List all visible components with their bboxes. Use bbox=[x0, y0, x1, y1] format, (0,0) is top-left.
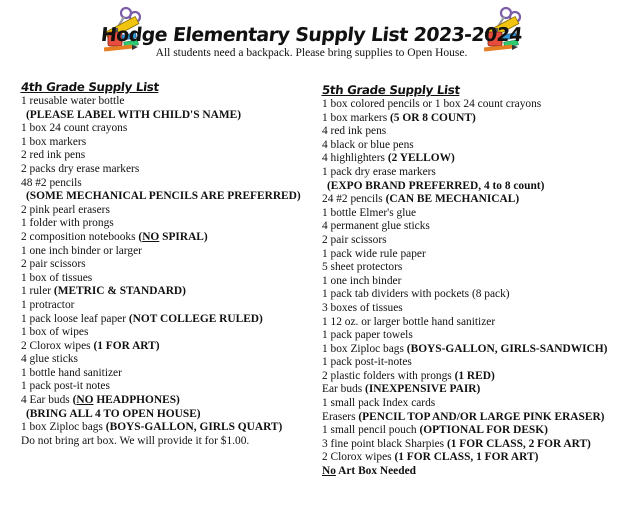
list-item bbox=[322, 207, 622, 221]
item-text: 1 small pencil pouch bbox=[322, 424, 420, 437]
item-text: 1 protractor bbox=[21, 298, 75, 311]
item-text: Do not bring art box. We will provide it for $1.00. bbox=[21, 434, 250, 447]
item-text: Art Box Needed bbox=[335, 465, 416, 478]
list-item bbox=[322, 112, 622, 126]
grade-4-heading: 4th Grade Supply List bbox=[20, 80, 160, 94]
item-text: 2 Clorox wipes bbox=[322, 451, 395, 464]
item-text: (NOT COLLEGE RULED) bbox=[128, 312, 263, 325]
list-item bbox=[322, 248, 622, 262]
item-text: (SOME MECHANICAL PENCILS ARE PREFERRED) bbox=[26, 190, 301, 203]
list-item bbox=[322, 302, 622, 316]
item-text: (INEXPENSIVE PAIR) bbox=[365, 383, 481, 396]
list-item bbox=[322, 465, 622, 479]
item-text: SPIRAL) bbox=[159, 230, 208, 243]
item-text: 2 Clorox wipes bbox=[21, 339, 94, 352]
list-item bbox=[21, 421, 306, 435]
item-text: (PLEASE LABEL WITH CHILD'S NAME) bbox=[26, 108, 241, 121]
item-text: 2 pair scissors bbox=[21, 258, 86, 271]
item-text: (CAN BE MECHANICAL) bbox=[385, 193, 520, 206]
list-item bbox=[322, 424, 622, 438]
list-item bbox=[21, 326, 306, 340]
list-item bbox=[322, 152, 622, 166]
page-title: Hodge Elementary Supply List 2023-2024 bbox=[99, 24, 524, 46]
item-text: 1 box colored pencils or 1 box 24 count crayons bbox=[322, 98, 542, 110]
item-text: 4 black or blue pens bbox=[322, 138, 414, 151]
item-text: (EXPO BRAND PREFERRED, 4 to 8 count) bbox=[327, 179, 545, 192]
list-item bbox=[322, 125, 622, 139]
item-text: 1 small pack Index cards bbox=[322, 397, 436, 410]
item-text: 1 ruler bbox=[21, 285, 54, 298]
list-item bbox=[322, 261, 622, 275]
item-text: (PENCIL TOP AND/OR LARGE PINK ERASER) bbox=[358, 410, 605, 423]
item-text: 4 red ink pens bbox=[322, 125, 387, 138]
list-item bbox=[21, 217, 306, 231]
item-text: 1 pack dry erase markers bbox=[322, 165, 436, 178]
list-item bbox=[21, 340, 306, 354]
item-text: 1 12 oz. or larger bottle hand sanitizer bbox=[322, 315, 496, 328]
item-text: (2 YELLOW) bbox=[387, 152, 455, 165]
list-item bbox=[322, 438, 622, 452]
list-item bbox=[21, 95, 306, 109]
item-text: 2 red ink pens bbox=[21, 149, 86, 162]
item-text: 1 box Ziploc bags bbox=[322, 342, 407, 355]
list-item bbox=[322, 139, 622, 153]
item-text: 1 one inch binder or larger bbox=[21, 244, 142, 257]
item-text: 1 pack post-it-notes bbox=[322, 356, 412, 369]
list-item bbox=[322, 370, 622, 384]
list-item bbox=[21, 367, 306, 381]
item-text: 5 sheet protectors bbox=[322, 261, 403, 274]
item-text: (1 FOR ART) bbox=[93, 339, 160, 352]
item-text: (1 FOR CLASS, 2 FOR ART) bbox=[446, 437, 591, 450]
list-item bbox=[21, 122, 306, 136]
list-item bbox=[21, 299, 306, 313]
item-text-underlined: NO bbox=[142, 230, 160, 243]
page-header bbox=[0, 6, 623, 59]
item-text: 1 box of tissues bbox=[21, 271, 93, 284]
item-text: 1 bottle hand sanitizer bbox=[21, 366, 122, 379]
item-text: 1 box of wipes bbox=[21, 326, 89, 339]
item-text: 2 pink pearl erasers bbox=[21, 203, 110, 216]
page-subtitle: All students need a backpack. Please bring supplies to Open House. bbox=[155, 47, 468, 59]
item-text: 1 reusable water bottle bbox=[21, 95, 125, 107]
grade-5-list bbox=[322, 98, 622, 479]
grade-5-heading: 5th Grade Supply List bbox=[321, 83, 461, 97]
list-item bbox=[322, 275, 622, 289]
item-text: 1 box 24 count crayons bbox=[21, 122, 128, 135]
list-item bbox=[21, 204, 306, 218]
list-item bbox=[322, 329, 622, 343]
item-text: (OPTIONAL FOR DESK) bbox=[419, 424, 548, 437]
item-text: Ear buds bbox=[322, 383, 366, 396]
item-text: 1 pack tab dividers with pockets (8 pack) bbox=[322, 288, 510, 301]
item-text: ( bbox=[138, 230, 143, 243]
list-item bbox=[322, 220, 622, 234]
list-item bbox=[322, 193, 622, 207]
item-text: 24 #2 pencils bbox=[322, 193, 386, 206]
list-item bbox=[21, 231, 306, 245]
item-text: 4 highlighters bbox=[322, 152, 388, 165]
item-text: 2 plastic folders with prongs bbox=[322, 369, 455, 382]
item-text: (1 FOR CLASS, 1 FOR ART) bbox=[394, 451, 539, 464]
item-text: 3 boxes of tissues bbox=[322, 301, 403, 314]
list-item bbox=[322, 383, 622, 397]
item-text: (5 OR 8 COUNT) bbox=[390, 111, 476, 124]
item-text: 1 pack loose leaf paper bbox=[21, 312, 129, 325]
item-text: 4 Ear buds bbox=[21, 394, 73, 407]
list-item bbox=[322, 166, 622, 180]
item-text: 1 bottle Elmer's glue bbox=[322, 206, 417, 219]
item-text: 1 box markers bbox=[322, 111, 391, 124]
list-item bbox=[21, 149, 306, 163]
list-item bbox=[322, 356, 622, 370]
item-text: (BOYS-GALLON, GIRLS QUART) bbox=[105, 421, 283, 434]
list-item bbox=[21, 136, 306, 150]
item-text: Erasers bbox=[322, 410, 359, 423]
item-text-underlined: No bbox=[322, 465, 336, 478]
item-text: HEADPHONES) bbox=[93, 394, 180, 407]
list-item bbox=[21, 285, 306, 299]
list-item bbox=[322, 180, 622, 194]
list-item bbox=[21, 408, 306, 422]
item-text: 4 permanent glue sticks bbox=[322, 220, 430, 233]
list-item bbox=[21, 313, 306, 327]
item-text: (METRIC & STANDARD) bbox=[53, 285, 186, 298]
grade-4-list bbox=[21, 95, 306, 448]
item-text: 2 packs dry erase markers bbox=[21, 162, 140, 175]
list-item bbox=[21, 353, 306, 367]
item-text: 1 pack wide rule paper bbox=[322, 247, 426, 260]
list-item bbox=[322, 451, 622, 465]
item-text: 4 glue sticks bbox=[21, 353, 78, 366]
item-text: 1 folder with prongs bbox=[21, 217, 114, 230]
list-item bbox=[21, 245, 306, 259]
list-item bbox=[21, 177, 306, 191]
list-item bbox=[21, 394, 306, 408]
list-item bbox=[322, 98, 622, 112]
item-text: 48 #2 pencils bbox=[21, 176, 82, 189]
item-text: 1 box Ziploc bags bbox=[21, 421, 106, 434]
grade-4-column bbox=[21, 80, 306, 448]
item-text: ( bbox=[72, 394, 77, 407]
list-item bbox=[21, 190, 306, 204]
item-text: (BRING ALL 4 TO OPEN HOUSE) bbox=[26, 407, 201, 420]
item-text: 1 pack paper towels bbox=[322, 329, 413, 342]
list-item bbox=[21, 258, 306, 272]
list-item bbox=[322, 343, 622, 357]
list-item bbox=[322, 316, 622, 330]
list-item bbox=[322, 397, 622, 411]
grade-5-column bbox=[322, 83, 622, 479]
item-text: 2 pair scissors bbox=[322, 233, 387, 246]
item-text: 1 pack post-it notes bbox=[21, 380, 110, 393]
item-text: (1 RED) bbox=[454, 369, 495, 382]
list-item bbox=[21, 163, 306, 177]
item-text-underlined: NO bbox=[76, 394, 94, 407]
item-text: 1 box markers bbox=[21, 135, 87, 148]
list-item bbox=[21, 272, 306, 286]
list-item bbox=[322, 234, 622, 248]
item-text: 3 fine point black Sharpies bbox=[322, 437, 447, 450]
item-text: 1 one inch binder bbox=[322, 274, 402, 287]
item-text: (BOYS-GALLON, GIRLS-SANDWICH) bbox=[406, 342, 608, 355]
list-item bbox=[322, 288, 622, 302]
list-item bbox=[21, 109, 306, 123]
list-item bbox=[21, 380, 306, 394]
list-item bbox=[21, 435, 306, 449]
list-item bbox=[322, 411, 622, 425]
item-text: 2 composition notebooks bbox=[21, 230, 139, 243]
